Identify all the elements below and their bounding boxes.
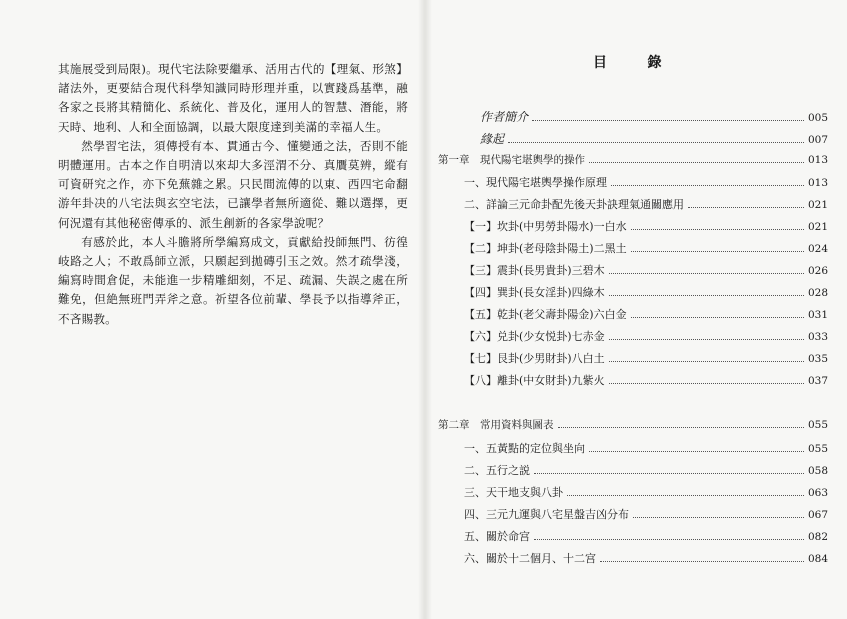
toc-entry-page-number: 035 <box>807 353 828 365</box>
toc-entry[interactable] <box>464 306 828 324</box>
toc-entry[interactable] <box>480 108 828 126</box>
toc-entry-label: 二、五行之説 <box>464 464 530 477</box>
toc-entry-label: 【八】離卦(中女財卦)九紫火 <box>464 374 605 387</box>
toc-entry-page-number: 084 <box>807 553 828 565</box>
toc-leader-dots <box>532 120 804 121</box>
toc-leader-dots <box>609 339 804 340</box>
toc-entry-label: 【二】坤卦(老母陰卦陽土)二黑土 <box>464 242 627 255</box>
toc-title <box>593 52 662 72</box>
paragraph-1: 其施展受到局限)。現代宅法除要繼承、活用古代的【理氣、形煞】諸法外，更要結合現代科學知識同時形理并重，以實踐爲基準，融各家之長將其精簡化、系統化、普及化，運用人的智慧、潛能，將天時、地利、人和全面協調，以最大限度達到美滿的幸福人生。 <box>58 62 408 134</box>
toc-entry-label: 二、詳論三元命卦配先後天卦訣理氣通關應用 <box>464 198 684 211</box>
paragraph-3: 有感於此，本人斗膽將所學編寫成文，貢獻給投師無門、彷徨岐路之人；不敢爲師立派，只願起到拋磚引玉之效。然才疏學淺，編寫時間倉促，未能進一步精雕細刻，不足、疏漏、失誤之處在所難免，但絶無班門弄斧之意。祈望各位前輩、學長予以指導斧正，不吝賜教。 <box>58 234 408 326</box>
toc-entry-page-number: 067 <box>807 509 828 521</box>
toc-entry[interactable] <box>464 196 828 214</box>
toc-entry-page-number: 055 <box>807 419 828 431</box>
toc-entry[interactable] <box>480 130 828 148</box>
toc-leader-dots <box>508 142 804 143</box>
toc-entry-page-number: 024 <box>807 243 828 255</box>
toc-leader-dots <box>600 561 804 562</box>
toc-entry-page-number: 063 <box>807 487 828 499</box>
toc-leader-dots <box>609 361 804 362</box>
toc-entry[interactable] <box>464 240 828 258</box>
toc-leader-dots <box>589 451 804 452</box>
toc-entry-label: 【一】坎卦(中男勞卦陽水)一白水 <box>464 220 627 233</box>
toc-entry[interactable] <box>464 262 828 280</box>
toc-entry-page-number: 031 <box>807 309 828 321</box>
toc-entry-page-number: 058 <box>807 465 828 477</box>
toc-entry-page-number: 005 <box>807 112 828 124</box>
toc-entry[interactable] <box>464 284 828 302</box>
toc-entry-label: 【三】震卦(長男貴卦)三碧木 <box>464 264 605 277</box>
left-page-text <box>58 60 408 329</box>
toc-entry[interactable] <box>464 174 828 192</box>
toc-entry-label: 一、現代陽宅堪輿學操作原理 <box>464 176 607 189</box>
toc-entry-label: 一、五黃點的定位與坐向 <box>464 442 585 455</box>
toc-entry[interactable] <box>464 372 828 390</box>
toc-entry[interactable] <box>464 506 828 524</box>
toc-entry-label: 【五】乾卦(老父壽卦陽金)六白金 <box>464 308 627 321</box>
toc-leader-dots <box>589 162 804 163</box>
toc-leader-dots <box>558 427 804 428</box>
toc-entry-label: 【六】兑卦(少女悦卦)七赤金 <box>464 330 605 343</box>
toc-leader-dots <box>631 229 804 230</box>
page-gutter <box>418 0 432 619</box>
toc-entry-label: 作者簡介 <box>480 110 529 124</box>
toc-leader-dots <box>609 273 804 274</box>
toc-entry-label: 三、天干地支與八卦 <box>464 486 563 499</box>
toc-leader-dots <box>534 539 804 540</box>
toc-entry-page-number: 026 <box>807 265 828 277</box>
paragraph-2: 然學習宅法，須傳授有本、貫通古今、懂變通之法，否則不能明體運用。古本之作自明清以來却大多涇渭不分、真贋莫辨，縱有可資研究之作，亦下免蕪雜之累。只民間流傳的以東、西四宅命翻游年卦决的八宅法與玄空宅法，已讓學者無所適從、難以選擇，更何況還有其他秘密傳承的、派生創新的各家學說呢？ <box>58 138 408 230</box>
toc-entry-page-number: 028 <box>807 287 828 299</box>
toc-title-char-2: 錄 <box>647 55 662 71</box>
toc-leader-dots <box>609 295 804 296</box>
toc-entry[interactable] <box>464 218 828 236</box>
toc-leader-dots <box>534 473 804 474</box>
table-of-contents-page <box>438 0 838 619</box>
toc-leader-dots <box>567 495 804 496</box>
toc-leader-dots <box>611 185 804 186</box>
toc-leader-dots <box>688 207 804 208</box>
toc-leader-dots <box>633 517 804 518</box>
toc-entry-label: 四、三元九運與八宅星盤吉凶分布 <box>464 508 629 521</box>
toc-entry-label: 【四】巽卦(長女淫卦)四綠木 <box>464 286 605 299</box>
toc-entry[interactable] <box>464 484 828 502</box>
toc-entry-page-number: 037 <box>807 375 828 387</box>
toc-entry-page-number: 013 <box>807 177 828 189</box>
toc-leader-dots <box>631 251 804 252</box>
toc-entry-label: 緣起 <box>480 132 505 146</box>
toc-entry[interactable] <box>464 528 828 546</box>
toc-entry[interactable] <box>464 440 828 458</box>
toc-entry-page-number: 082 <box>807 531 828 543</box>
toc-title-char-1: 目 <box>593 55 608 71</box>
toc-entry[interactable] <box>464 550 828 568</box>
toc-entry[interactable] <box>464 462 828 480</box>
toc-leader-dots <box>631 317 804 318</box>
toc-entry[interactable] <box>464 328 828 346</box>
toc-entry-label: 第二章 常用資料與圖表 <box>438 419 554 431</box>
toc-entry-page-number: 021 <box>807 199 828 211</box>
toc-entry[interactable] <box>438 417 828 435</box>
toc-entry-page-number: 055 <box>807 443 828 455</box>
toc-entry-page-number: 013 <box>807 154 828 166</box>
toc-entry[interactable] <box>464 350 828 368</box>
toc-entry-page-number: 021 <box>807 221 828 233</box>
toc-entry-page-number: 033 <box>807 331 828 343</box>
toc-entry-label: 第一章 現代陽宅堪輿學的操作 <box>438 154 585 166</box>
toc-leader-dots <box>609 383 804 384</box>
toc-entry-label: 【七】艮卦(少男財卦)八白土 <box>464 352 605 365</box>
toc-entry-label: 六、關於十二個月、十二宫 <box>464 552 596 565</box>
toc-entry-label: 五、關於命宫 <box>464 530 530 543</box>
toc-entry[interactable] <box>438 152 828 170</box>
toc-entry-page-number: 007 <box>807 134 828 146</box>
